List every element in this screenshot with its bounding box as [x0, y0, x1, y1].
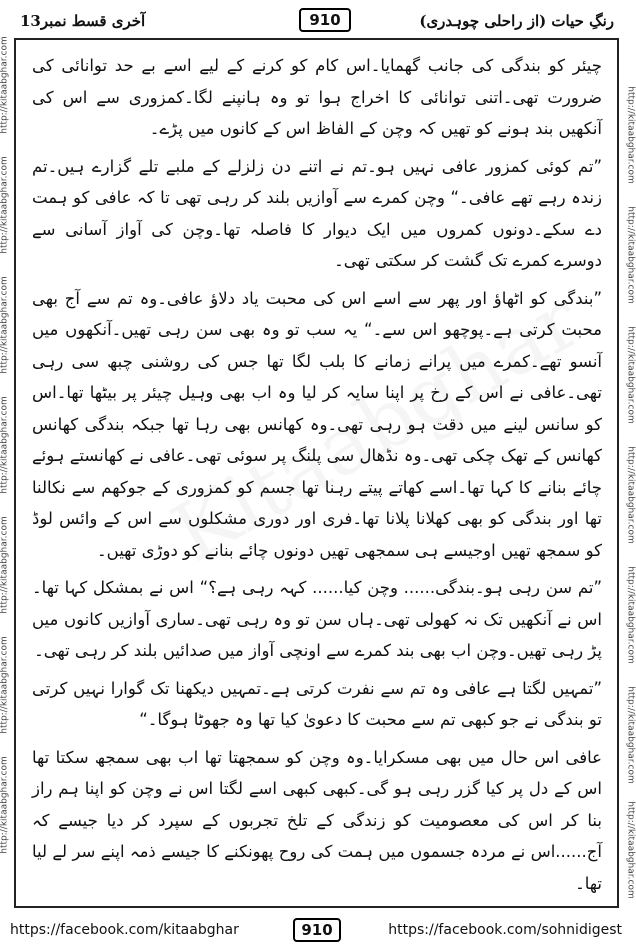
- side-url-link[interactable]: http://kitaabghar.com: [625, 326, 636, 424]
- issue-label: آخری قسط نمبر13: [20, 12, 146, 30]
- side-url-link[interactable]: http://kitaabghar.com: [625, 446, 636, 544]
- side-url-link[interactable]: http://kitaabghar.com: [0, 276, 10, 374]
- paragraph: ”تم کوئی کمزور عافی نہیں ہو۔تم نے اتنے دن زلزلے کے ملبے تلے گزارے ہیں۔تم زندہ رہے تھے عافی۔“ وچن کمرے سے آوازیں بلند کر رہی تھی تا کہ عافی کو ہمت دے سکے۔دونوں کمروں میں ایک دیوار کا فاصلہ تھا۔وچن کی آواز آسانی سے دوسرے کمرے تک گشت کر سکتی تھی۔: [32, 156, 602, 270]
- side-url-link[interactable]: http://kitaabghar.com: [0, 396, 10, 494]
- facebook-link-kitaabghar[interactable]: https://facebook.com/kitaabghar: [10, 922, 239, 938]
- page-footer: [0, 912, 634, 949]
- side-url-link[interactable]: http://kitaabghar.com: [625, 86, 636, 184]
- side-url-link[interactable]: http://kitaabghar.com: [625, 206, 636, 304]
- side-url-link[interactable]: http://kitaabghar.com: [625, 566, 636, 664]
- side-url-link[interactable]: http://kitaabghar.com: [0, 36, 10, 134]
- side-url-link[interactable]: http://kitaabghar.com: [0, 636, 10, 734]
- side-url-link[interactable]: http://kitaabghar.com: [625, 686, 636, 784]
- side-url-link[interactable]: http://kitaabghar.com: [625, 801, 636, 899]
- story-title: رنگِ حیات (از راحلی چوہدری): [419, 12, 614, 30]
- side-url-link[interactable]: http://kitaabghar.com: [0, 156, 10, 254]
- footer-page-number: 910: [293, 918, 341, 942]
- paragraph: چیئر کو بندگی کی جانب گھمایا۔اس کام کو کرنے کے لیے اسے بے حد توانائی کی ضرورت تھی۔اتنی توانائی کا اخراج ہوا تو وہ ہانپنے لگا۔کمزوری سے اس کی آنکھیں بند ہونے کو تھیں کہ وچن کے الفاظ اس کے کانوں میں پڑے۔: [32, 56, 602, 138]
- page-header: [16, 4, 618, 36]
- header-page-number: 910: [299, 8, 351, 32]
- paragraph: عافی اس حال میں بھی مسکرایا۔وہ وچن کو سمجھتا تھا اب بھی سمجھ سکتا تھا اس کے دل پر کیا گزر رہی ہو گی۔کبھی کبھی اسے لگتا اس نے وچن کو اپنا ہم راز بنا کر اس کی معصومیت کو زندگی کے تلخ تجربوں کے سپرد کر دیا جیسے کہ آج......اس نے مردہ جسموں میں ہمت کی روح پھونکنے کا جیسے ذمہ اپنے سر لے لیا تھا۔: [32, 747, 602, 893]
- paragraph: ”بندگی کو اٹھاؤ اور پھر سے اسے اس کی محبت یاد دلاؤ عافی۔وہ تم سے آج بھی محبت کرتی ہے۔پوچھو اس سے۔“ یہ سب تو وہ بھی سن رہی تھیں۔آنکھوں میں آنسو تھے۔کمرے میں پرانے زمانے کا بلب لگا تھا جس کی روشنی چبھ سی رہی تھی۔عافی نے اس کے رخ پر اپنا سایہ کر لیا وہ اب بھی وہیل چیئر پر بیٹھا تھا۔اس کو سانس لینے میں دقت ہو رہی تھی۔وہ کھانس بھی رہا تھا جبکہ بندگی کھانس کھانس کے تھک چکی تھی۔وہ نڈھال سی پلنگ پر سوئی تھی۔عافی نے کھانستے ہوئے چائے بنانے کا کہا تھا۔اسے کھاتے پیتے رہنا تھا جسم کو کمزوری کے جوکھم سے نکالنا تھا اور بندگی کو بھی کھلانا پلانا تھا۔فری اور دوری مشکلوں سے اس کے وائس لوڈ کو سمجھ تھیں اوجیسے ہی سمجھی تھیں دونوں چائے بنانے کو دوڑی تھیں۔: [32, 288, 602, 560]
- side-url-link[interactable]: http://kitaabghar.com: [0, 516, 10, 614]
- side-url-link[interactable]: http://kitaabghar.com: [0, 756, 10, 854]
- facebook-link-sohnidigest[interactable]: https://facebook.com/sohnidigest: [388, 922, 622, 938]
- paragraph: ”تم سن رہی ہو۔بندگی...... وچن کیا...... کہہ رہی ہے؟“ اس نے بمشکل کہا تھا۔اس نے آنکھیں تک نہ کھولی تھی۔ہاں سن تو وہ رہی تھی۔ساری آوازیں کانوں میں پڑ رہی تھیں۔وچن اب بھی بند کمرے سے اونچی آواز میں صدائیں بلند کر رہی تھی۔: [32, 578, 602, 660]
- paragraph: ”تمہیں لگتا ہے عافی وہ تم سے نفرت کرتی ہے۔تمہیں دیکھنا تک گوارا نہیں کرتی تو بندگی نے جو کبھی تم سے محبت کا دعویٰ کیا تھا وہ جھوٹا ہوگا۔“: [32, 678, 602, 729]
- article-body: [32, 50, 602, 895]
